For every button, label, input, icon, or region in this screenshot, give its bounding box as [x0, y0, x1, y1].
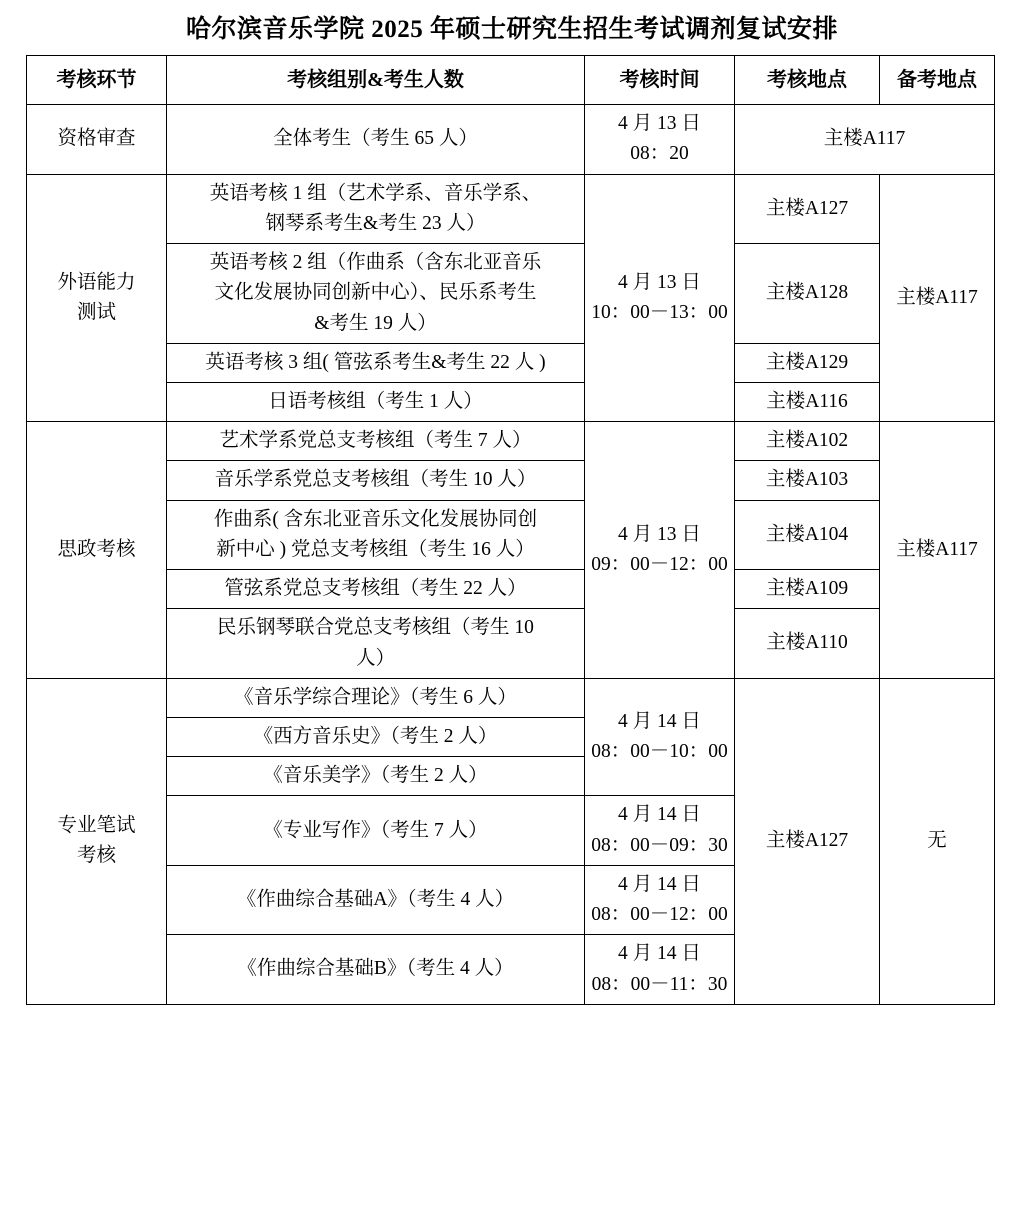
group-cell: 管弦系党总支考核组（考生 22 人）	[167, 570, 585, 609]
group-cell: 英语考核 3 组( 管弦系考生&考生 22 人 )	[167, 343, 585, 382]
table-row	[27, 422, 995, 461]
group-cell: 《作曲综合基础B》（考生 4 人）	[167, 935, 585, 1004]
group-cell: 全体考生（考生 65 人）	[167, 105, 585, 174]
time-line-1: 4 月 13 日	[618, 523, 701, 545]
column-header-time: 考核时间	[585, 56, 735, 105]
table-header-row	[27, 56, 995, 105]
time-cell	[585, 678, 735, 796]
time-line-1: 4 月 13 日	[618, 271, 701, 293]
time-cell	[585, 865, 735, 934]
stage-label-ideological: 思政考核	[27, 422, 167, 679]
time-line-2: 08：00－12：00	[591, 904, 728, 926]
place-cell: 主楼A103	[735, 461, 880, 500]
stage-label-written-exam	[27, 678, 167, 1004]
group-line-2: 钢琴系考生&考生 23 人）	[265, 212, 486, 234]
place-cell: 主楼A127	[735, 678, 880, 1004]
table-row	[27, 461, 995, 500]
time-line-1: 4 月 14 日	[618, 943, 701, 965]
group-line-1: 英语考核 2 组（作曲系（含东北亚音乐	[209, 252, 542, 274]
table-row	[27, 678, 995, 717]
time-line-1: 4 月 14 日	[618, 873, 701, 895]
time-line-2: 08：20	[630, 143, 689, 165]
group-cell: 《西方音乐史》（考生 2 人）	[167, 717, 585, 756]
prep-cell: 主楼A117	[880, 422, 995, 679]
place-cell: 主楼A116	[735, 383, 880, 422]
group-line-2: 人）	[355, 647, 395, 669]
group-cell: 日语考核组（考生 1 人）	[167, 383, 585, 422]
stage-label-foreign-language	[27, 174, 167, 422]
group-cell	[167, 609, 585, 678]
prep-cell: 无	[880, 678, 995, 1004]
time-cell	[585, 796, 735, 865]
stage-label-qualification: 资格审查	[27, 105, 167, 174]
place-cell: 主楼A129	[735, 343, 880, 382]
time-cell	[585, 935, 735, 1004]
group-cell: 艺术学系党总支考核组（考生 7 人）	[167, 422, 585, 461]
schedule-table	[26, 55, 995, 1004]
table-row	[27, 244, 995, 344]
stage-line-2: 考核	[76, 845, 116, 867]
time-cell	[585, 105, 735, 174]
group-cell: 音乐学系党总支考核组（考生 10 人）	[167, 461, 585, 500]
group-line-3: &考生 19 人）	[314, 312, 437, 334]
time-line-2: 09：00－12：00	[591, 553, 728, 575]
group-cell: 《专业写作》（考生 7 人）	[167, 796, 585, 865]
table-row	[27, 105, 995, 174]
group-line-1: 作曲系( 含东北亚音乐文化发展协同创	[213, 508, 538, 530]
place-cell: 主楼A104	[735, 500, 880, 569]
column-header-group: 考核组别&考生人数	[167, 56, 585, 105]
stage-line-1: 外语能力	[57, 271, 136, 293]
table-row	[27, 570, 995, 609]
time-line-1: 4 月 13 日	[618, 113, 701, 135]
prep-cell: 主楼A117	[880, 174, 995, 422]
place-cell: 主楼A128	[735, 244, 880, 344]
time-cell	[585, 422, 735, 679]
stage-line-1: 专业笔试	[57, 815, 136, 837]
column-header-place: 考核地点	[735, 56, 880, 105]
table-row	[27, 609, 995, 678]
column-header-prep: 备考地点	[880, 56, 995, 105]
place-cell: 主楼A117	[735, 105, 995, 174]
table-row	[27, 343, 995, 382]
place-cell: 主楼A127	[735, 174, 880, 243]
place-cell: 主楼A109	[735, 570, 880, 609]
place-cell: 主楼A102	[735, 422, 880, 461]
group-cell: 《音乐美学》（考生 2 人）	[167, 757, 585, 796]
page-title: 哈尔滨音乐学院 2025 年硕士研究生招生考试调剂复试安排	[185, 16, 838, 43]
group-line-2: 新中心 ) 党总支考核组（考生 16 人）	[216, 538, 535, 560]
group-line-2: 文化发展协同创新中心）、民乐系考生	[214, 282, 537, 304]
group-cell	[167, 174, 585, 243]
group-cell	[167, 500, 585, 569]
group-cell: 《作曲综合基础A》（考生 4 人）	[167, 865, 585, 934]
group-line-1: 民乐钢琴联合党总支考核组（考生 10	[217, 617, 534, 639]
stage-line-2: 测试	[76, 301, 116, 323]
time-line-2: 08：00－11：30	[591, 973, 728, 995]
group-cell: 《音乐学综合理论》（考生 6 人）	[167, 678, 585, 717]
table-row	[27, 383, 995, 422]
table-row	[27, 500, 995, 569]
group-line-1: 英语考核 1 组（艺术学系、音乐学系、	[209, 182, 542, 204]
time-line-1: 4 月 14 日	[618, 804, 701, 826]
column-header-stage: 考核环节	[27, 56, 167, 105]
time-line-2: 08：00－09：30	[591, 834, 728, 856]
place-cell: 主楼A110	[735, 609, 880, 678]
group-cell	[167, 244, 585, 344]
time-line-1: 4 月 14 日	[618, 710, 701, 732]
time-cell	[585, 174, 735, 422]
time-line-2: 08：00－10：00	[591, 741, 728, 763]
time-line-2: 10：00－13：00	[591, 301, 728, 323]
